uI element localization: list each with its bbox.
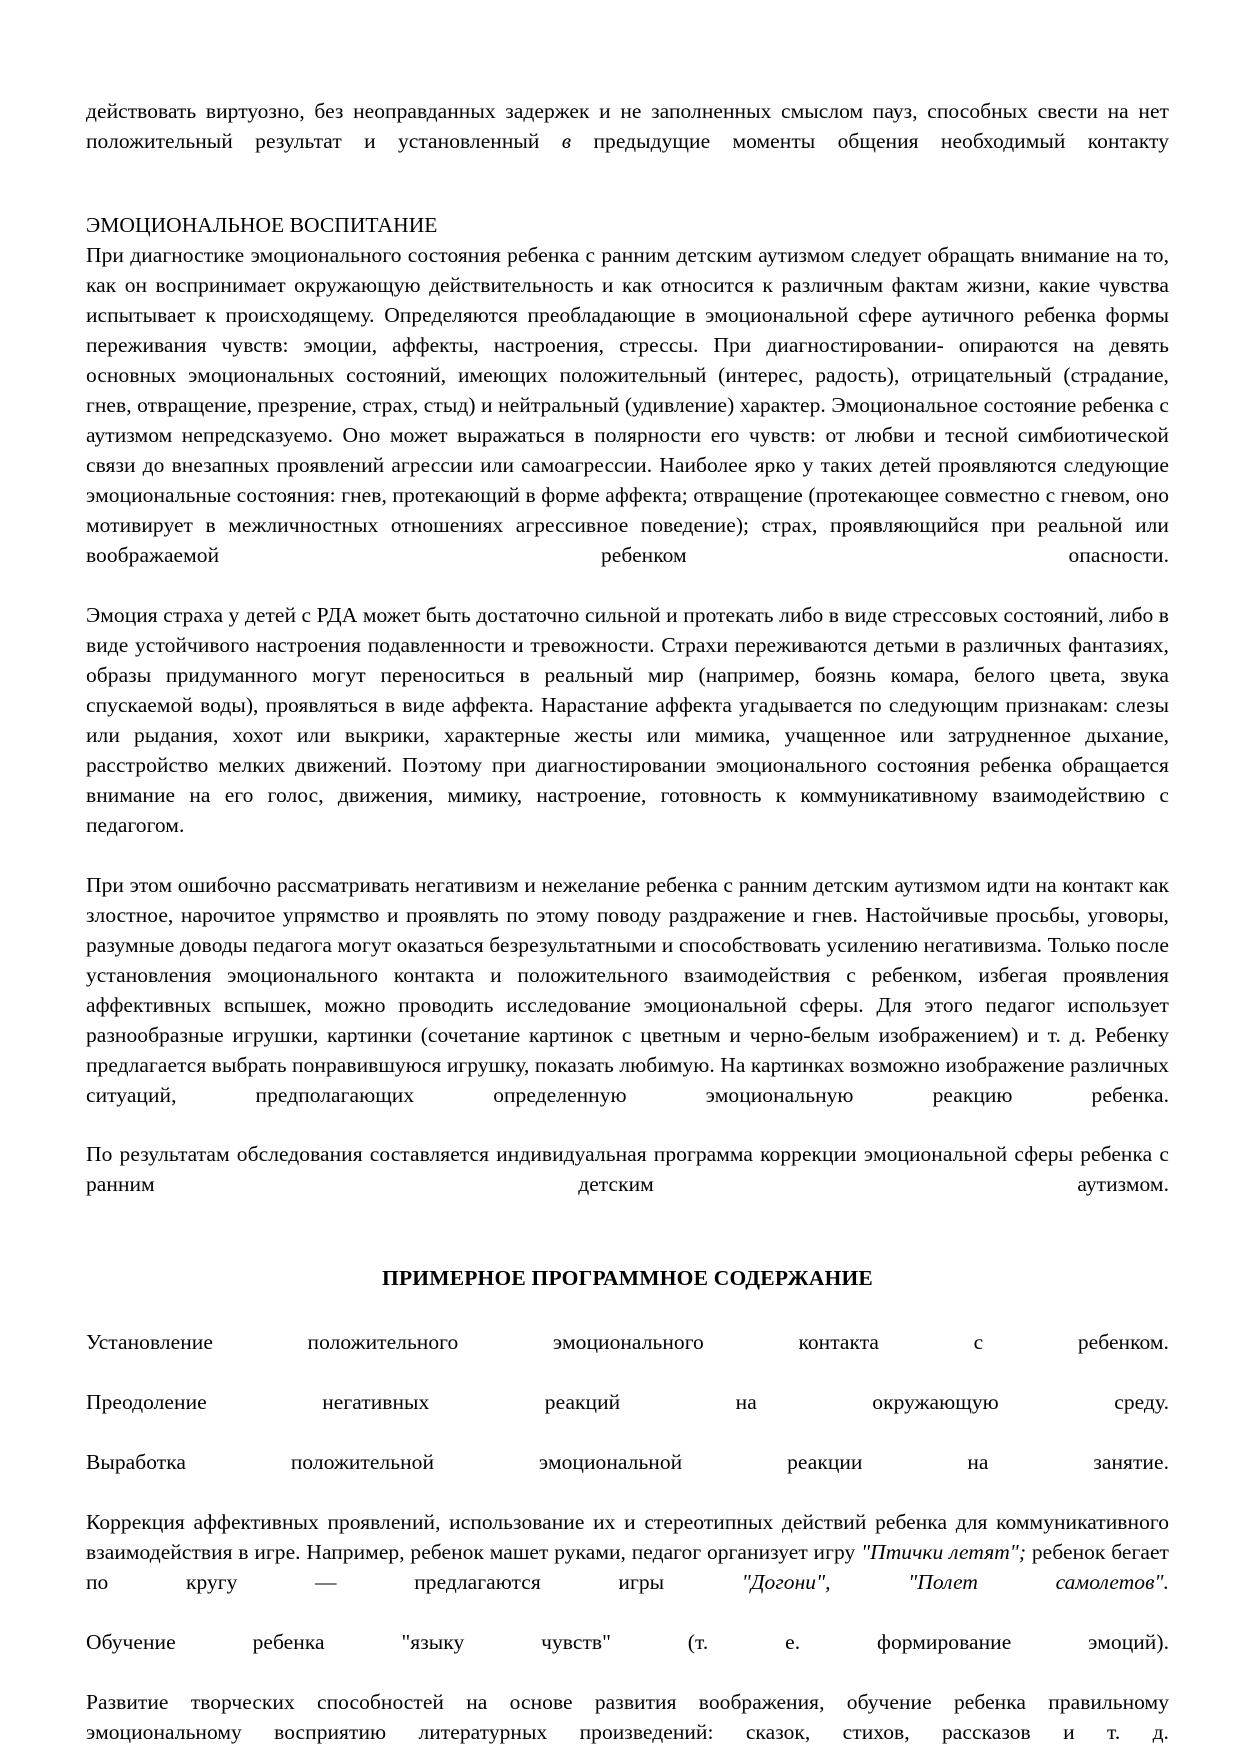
- section-title: ЭМОЦИОНАЛЬНОЕ ВОСПИТАНИЕ: [86, 212, 438, 237]
- spacer-before-heading: [86, 1230, 1169, 1264]
- intro-paragraph: [86, 97, 1169, 187]
- program-item-4-part1: Коррекция аффективных проявлений, использование их и стереотипных действий ребенка для коммуникативного взаимодействия в игре. Например, ребенок машет руками, педагог организует игру: [86, 1510, 1169, 1565]
- spacer-after-intro: [86, 187, 1169, 211]
- document-body: [86, 97, 1169, 1753]
- intro-paragraph-italic-word: в: [561, 128, 572, 153]
- paragraph-diagnostics: При диагностике эмоционального состояния ребенка с ранним детским аутизмом следует обращать внимание на то, как он воспринимает окружающую действительность и как относится к различным фактам жизни, какие чувства испытывает к происходящему. Определяются преобладающие в эмоциональной сфере аутичного ребенка формы переживания чувств: эмоции, аффекты, настроения, стрессы. При диагностировании- опираются на девять основных эмоциональных состояний, имеющих положительный (интерес, радость), отрицательный (страдание, гнев, отвращение, презрение, страх, стыд) и нейтральный (удивление) характер. Эмоциональное состояние ребенка с аутизмом непредсказуемо. Оно может выражаться в полярности его чувств: от любви и тесной симбиотической связи до внезапных проявлений агрессии или самоагрессии. Наиболее ярко у таких детей проявляются следующие эмоциональные состояния: гнев, протекающий в форме аффекта; отвращение (протекающее совместно с гневом, оно мотивирует в межличностных отношениях агрессивное поведение); страх, проявляющийся при реальной или воображаемой ребенком опасности.: [86, 242, 1169, 567]
- program-item-2: Преодоление негативных реакций на окружающую среду.: [86, 1390, 1169, 1415]
- spacer-after-heading: [86, 1294, 1169, 1328]
- paragraph-negativism: При этом ошибочно рассматривать негативизм и нежелание ребенка с ранним детским аутизмом идти на контакт как злостное, нарочитое упрямство и проявлять по этому поводу раздражение и гнев. Настойчивые просьбы, уговоры, разумные доводы педагога могут оказаться безрезультатными и способствовать усилению негативизма. Только после установления эмоционального контакта и положительного взаимодействия с ребенком, избегая проявления аффективных вспышек, можно проводить исследование эмоциональной сферы. Для этого педагог использует разнообразные игрушки, картинки (сочетание картинок с цветным и черно-белым изображением) и т. д. Ребенку предлагается выбрать понравившуюся игрушку, показать любимую. На картинках возможно изображение различных ситуаций, предполагающих определенную эмоциональную реакцию ребенка.: [86, 872, 1169, 1107]
- paragraph-individual-program: По результатам обследования составляется индивидуальная программа коррекции эмоциональной сферы ребенка с ранним детским аутизмом.: [86, 1142, 1169, 1197]
- program-item-3: Выработка положительной эмоциональной реакции на занятие.: [86, 1450, 1169, 1475]
- program-item-4-part2: ребенок бегает по кругу — предлагаются игры: [86, 1540, 1169, 1595]
- program-item-4: [86, 1508, 1169, 1628]
- program-item-4-game-title-1: "Птички летят";: [861, 1540, 1027, 1565]
- program-item-1: Установление положительного эмоционального контакта с ребенком.: [86, 1330, 1169, 1355]
- program-item-6: Развитие творческих способностей на основе развития воображения, обучение ребенка правильному эмоциональному восприятию литературных произведений: сказок, стихов, рассказов и т. д.: [86, 1690, 1169, 1745]
- intro-paragraph-text-part1: действовать виртуозно, без неоправданных задержек и не заполненных смыслом пауз, способных свести на нет положительный результат и установленный: [86, 99, 1169, 153]
- paragraph-fear-emotion: Эмоция страха у детей с РДА может быть достаточно сильной и протекать либо в виде стрессовых состояний, либо в виде устойчивого настроения подавленности и тревожности. Страхи переживаются детьми в различных фантазиях, образы придуманного могут переноситься в реальный мир (например, боязнь комара, белого цвета, звука спускаемой воды), проявляться в виде аффекта. Нарастание аффекта угадывается по следующим признакам: слезы или рыдания, хохот или выкрики, характерные жесты или мимика, учащенное или затрудненное дыхание, расстройство мелких движений. Поэтому при диагностировании эмоционального состояния ребенка обращается внимание на его голос, движения, мимику, настроение, готовность к коммуникативному взаимодействию с педагогом.: [86, 602, 1169, 837]
- program-content-heading: ПРИМЕРНОЕ ПРОГРАММНОЕ СОДЕРЖАНИЕ: [382, 1266, 873, 1291]
- program-item-5: Обучение ребенка "языку чувств" (т. е. формирование эмоций).: [86, 1630, 1169, 1655]
- program-item-4-game-title-2: "Догони", "Полет самолетов".: [741, 1570, 1169, 1595]
- intro-paragraph-text-part2: предыдущие моменты общения необходимый контакту: [571, 128, 1169, 153]
